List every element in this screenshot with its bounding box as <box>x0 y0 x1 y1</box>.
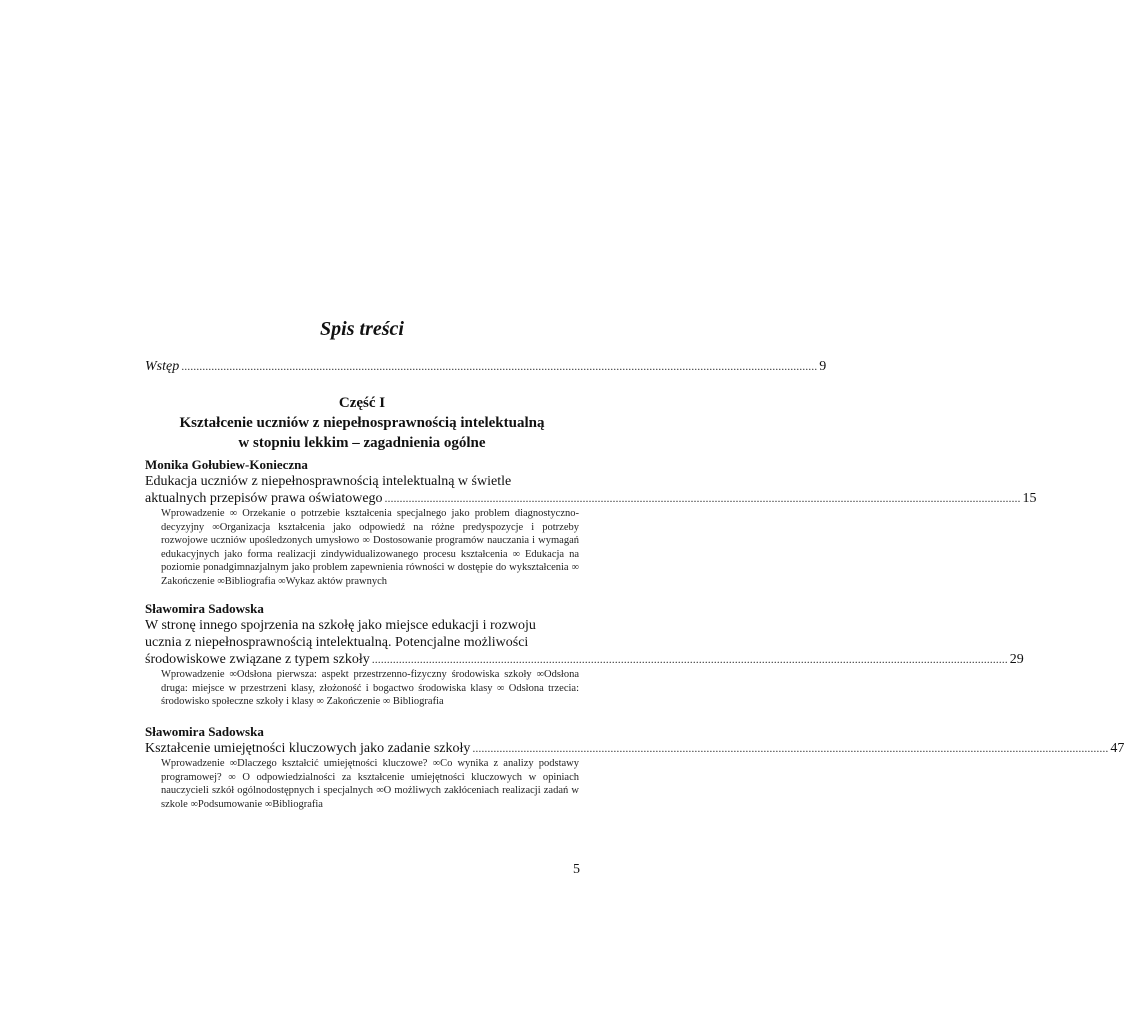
entry-title-line: Edukacja uczniów z niepełnosprawnością intelektualną w świetle <box>145 474 512 489</box>
entry-author: Sławomira Sadowska <box>145 601 264 616</box>
entry-page: 29 <box>1009 652 1024 667</box>
entry-title-last: Kształcenie umiejętności kluczowych jako zadanie szkoły <box>145 741 471 756</box>
entry-author: Sławomira Sadowska <box>145 724 264 739</box>
dot-leader: .................................................................................................................................................................................................................... <box>181 359 818 373</box>
dot-leader: .................................................................................................................................................................................................................... <box>371 652 1008 666</box>
entry-title-last-line <box>145 490 1037 507</box>
entry-author: Monika Gołubiew-Konieczna <box>145 457 308 472</box>
entry-title-last: aktualnych przepisów prawa oświatowego <box>145 491 383 506</box>
toc-entry[interactable] <box>145 724 1124 811</box>
part-title-line-2: w stopniu lekkim – zagadnienia ogólne <box>238 435 486 451</box>
page-title: Spis treści <box>320 318 404 340</box>
toc-intro[interactable] <box>145 358 827 375</box>
part-title-line-1: Kształcenie uczniów z niepełnosprawnością intelektualną <box>179 415 545 431</box>
entry-description: Wprowadzenie ∞Dlaczego kształcić umiejętności kluczowe? ∞Co wynika z analizy podstawy programowej? ∞ O odpowiedzialności za kształcenie umiejętności kluczowych w opiniach nauczycieli szkół ogólnodostępnych i specjalnych ∞O możliwych zakłóceniach realizacji zadań w szkole ∞Podsumowanie ∞Bibliografia <box>161 758 579 810</box>
entry-title-last-line <box>145 740 1124 757</box>
entry-page: 15 <box>1022 491 1037 506</box>
entry-page: 47 <box>1110 741 1124 756</box>
entry-title-last: środowiskowe związane z typem szkoły <box>145 652 370 667</box>
toc-intro-label: Wstęp <box>145 359 180 374</box>
toc-intro-page: 9 <box>819 359 827 374</box>
part-heading <box>145 393 579 453</box>
page-number: 5 <box>573 862 580 877</box>
dot-leader: .................................................................................................................................................................................................................... <box>384 491 1021 505</box>
entry-description: Wprowadzenie ∞ Orzekanie o potrzebie kształcenia specjalnego jako problem diagnostyczno-decyzyjny ∞Organizacja kształcenia jako odpowiedź na różne predyspozycje i potrzeby rozwojowe uczniów upośledzonych umysłowo ∞ Dostosowanie programów nauczania i wymagań edukacyjnych jako forma realizacji zindywidualizowanego procesu kształcenia ∞ Edukacja na poziomie ponadgimnazjalnym jako problem zapewnienia równości w dostępie do wykształcenia ∞ Zakończenie ∞Bibliografia ∞Wykaz aktów prawnych <box>161 508 579 587</box>
dot-leader: .................................................................................................................................................................................................................... <box>472 741 1109 755</box>
toc-entry[interactable] <box>145 601 1024 709</box>
part-label: Część I <box>338 395 386 411</box>
entry-title-line: ucznia z niepełnosprawnością intelektualną. Potencjalne możliwości <box>145 635 529 650</box>
entry-title-line: W stronę innego spojrzenia na szkołę jako miejsce edukacji i rozwoju <box>145 618 536 633</box>
toc-entry[interactable] <box>145 457 1037 589</box>
entry-description: Wprowadzenie ∞Odsłona pierwsza: aspekt przestrzenno-fizyczny środowiska szkoły ∞Odsłona druga: miejsce w przestrzeni klasy, złożoność i bogactwo środowiska klasy ∞ Odsłona trzecia: środowisko społeczne szkoły i klasy ∞ Zakończenie ∞ Bibliografia <box>161 669 579 708</box>
entry-title-last-line <box>145 651 1024 668</box>
